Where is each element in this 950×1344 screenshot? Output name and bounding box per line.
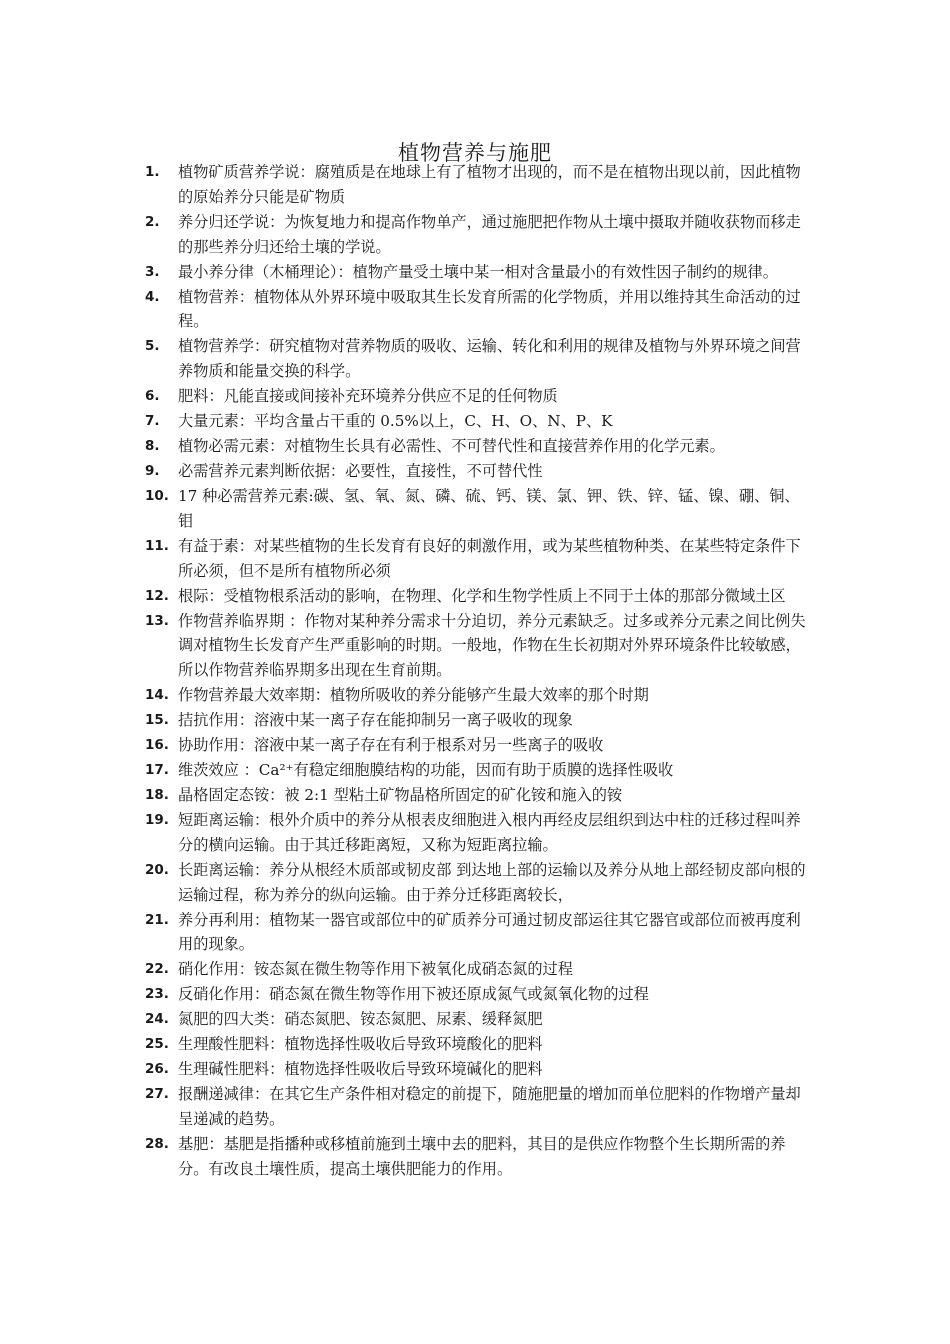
item-number: 18. [145,787,169,804]
item-text: 作物营养临界期 ：作物对某种养分需求十分迫切，养分元素缺乏。过多或养分元素之间比例失调对植物生长发育产生严重影响的时期。一般地，作物在生长初期对外界环境条件比较敏感，所以作物营养临界期多出现在生育前期。 [178,611,806,680]
item-text: 必需营养元素判断依据：必要性，直接性，不可替代性 [178,462,543,481]
item-number: 19. [145,812,169,829]
list-item [0,783,950,808]
item-number: 7. [145,413,160,430]
item-text: 氮肥的四大类：硝态氮肥、铵态氮肥、尿素、缓释氮肥 [178,1010,543,1029]
item-text: 短距离运输：根外介质中的养分从根表皮细胞进入根内再经皮层组织到达中柱的迁移过程叫养分的横向运输。由于其迁移距离短，又称为短距离拉输。 [178,811,801,854]
item-number: 28. [145,1136,169,1153]
item-number: 21. [145,911,169,928]
list-item [0,957,950,982]
item-text: 反硝化作用：硝态氮在微生物等作用下被还原成氮气或氮氧化物的过程 [178,985,649,1004]
item-number: 12. [145,587,169,604]
list-item [0,808,950,858]
item-number: 27. [145,1086,169,1103]
item-number: 14. [145,687,169,704]
item-text: 晶格固定态铵：被 2:1 型粘土矿物晶格所固定的矿化铵和施入的铵 [178,786,623,805]
item-text: 作物营养最大效率期：植物所吸收的养分能够产生最大效率的那个时期 [178,686,649,705]
list-item [0,459,950,484]
list-item [0,210,950,260]
item-number: 20. [145,861,169,878]
item-text: 协助作用：溶液中某一离子存在有利于根系对另一些离子的吸收 [178,736,604,755]
list-item [0,908,950,958]
item-number: 17. [145,762,169,779]
definition-list [0,160,950,1182]
item-number: 6. [145,388,160,405]
list-item [0,858,950,908]
list-item [0,683,950,708]
item-text: 养分再利用：植物某一器官或部位中的矿质养分可通过韧皮部运往其它器官或部位而被再度利用的现象。 [178,910,801,954]
item-text: 植物营养：植物体从外界环境中吸取其生长发育所需的化学物质，并用以维持其生命活动的过程。 [178,287,801,331]
list-item [0,1132,950,1182]
item-number: 25. [145,1036,169,1053]
item-number: 16. [145,737,169,754]
list-item [0,260,950,285]
item-text: 植物矿质营养学说：腐殖质是在地球上有了植物才出现的，而不是在植物出现以前，因此植物的原始养分只能是矿物质 [178,163,801,206]
item-text: 根际：受植物根系活动的影响，在物理、化学和生物学性质上不同于土体的那部分微域土区 [178,586,786,605]
item-text: 植物营养学：研究植物对营养物质的吸收、运输、转化和利用的规律及植物与外界环境之间营养物质和能量交换的科学。 [178,337,801,381]
item-text: 基肥：基肥是指播种或移植前施到土壤中去的肥料，其目的是供应作物整个生长期所需的养分。有改良土壤性质，提高土壤供肥能力的作用。 [178,1135,786,1178]
list-item [0,534,950,584]
list-item [0,434,950,459]
item-number: 15. [145,712,169,729]
item-number: 22. [145,961,169,978]
item-number: 10. [145,488,169,505]
item-text: 生理碱性肥料：植物选择性吸收后导致环境碱化的肥料 [178,1060,543,1079]
list-item [0,384,950,409]
item-text: 维茨效应 ：Ca²⁺有稳定细胞膜结构的功能，因而有助于质膜的选择性吸收 [178,761,674,780]
list-item [0,584,950,609]
list-item [0,758,950,783]
list-item [0,1007,950,1032]
list-item [0,708,950,733]
item-number: 13. [145,612,169,629]
item-number: 2. [145,213,160,230]
item-text: 拮抗作用：溶液中某一离子存在能抑制另一离子吸收的现象 [178,711,573,730]
list-item [0,160,950,210]
item-number: 8. [145,438,160,455]
list-item [0,285,950,335]
item-text: 生理酸性肥料：植物选择性吸收后导致环境酸化的肥料 [178,1035,543,1054]
page-title: 植物营养与施肥 [398,141,552,166]
list-item [0,1057,950,1082]
list-item [0,733,950,758]
item-number: 3. [145,263,160,280]
item-text: 植物必需元素：对植物生长具有必需性、不可替代性和直接营养作用的化学元素。 [178,437,725,456]
item-number: 23. [145,986,169,1003]
item-text: 养分归还学说：为恢复地力和提高作物单产，通过施肥把作物从土壤中摄取并随收获物而移走的那些养分归还给土壤的学说。 [178,212,801,256]
item-number: 26. [145,1061,169,1078]
item-number: 24. [145,1011,169,1028]
list-item [0,609,950,683]
list-item [0,1032,950,1057]
item-number: 9. [145,463,160,480]
item-number: 1. [145,164,160,180]
item-text: 报酬递减律：在其它生产条件相对稳定的前提下，随施肥量的增加而单位肥料的作物增产量却呈递减的趋势。 [178,1085,801,1129]
item-text: 有益于素：对某些植物的生长发育有良好的刺激作用，或为某些植物种类、在某些特定条件下所必须，但不是所有植物所必须 [178,536,801,580]
item-number: 4. [145,288,160,305]
list-item [0,484,950,534]
item-text: 17 种必需营养元素:碳、氢、氧、氮、磷、硫、钙、镁、氯、钾、铁、锌、锰、镍、硼、铜、钼 [178,487,800,530]
item-text: 硝化作用：铵态氮在微生物等作用下被氧化成硝态氮的过程 [178,960,573,979]
item-text: 长距离运输：养分从根经木质部或韧皮部 到达地上部的运输以及养分从地上部经韧皮部向根的运输过程，称为养分的纵向运输。由于养分迁移距离较长， [178,860,806,904]
item-number: 11. [145,537,169,554]
list-item [0,334,950,384]
list-item [0,1082,950,1132]
item-text: 最小养分律（木桶理论）：植物产量受土壤中某一相对含量最小的有效性因子制约的规律。 [178,262,778,281]
item-text: 大量元素：平均含量占干重的 0.5%以上，C、H、O、N、P、K [178,412,613,431]
item-text: 肥料：凡能直接或间接补充环境养分供应不足的任何物质 [178,387,558,406]
list-item [0,982,950,1007]
list-item [0,409,950,434]
item-number: 5. [145,338,160,355]
